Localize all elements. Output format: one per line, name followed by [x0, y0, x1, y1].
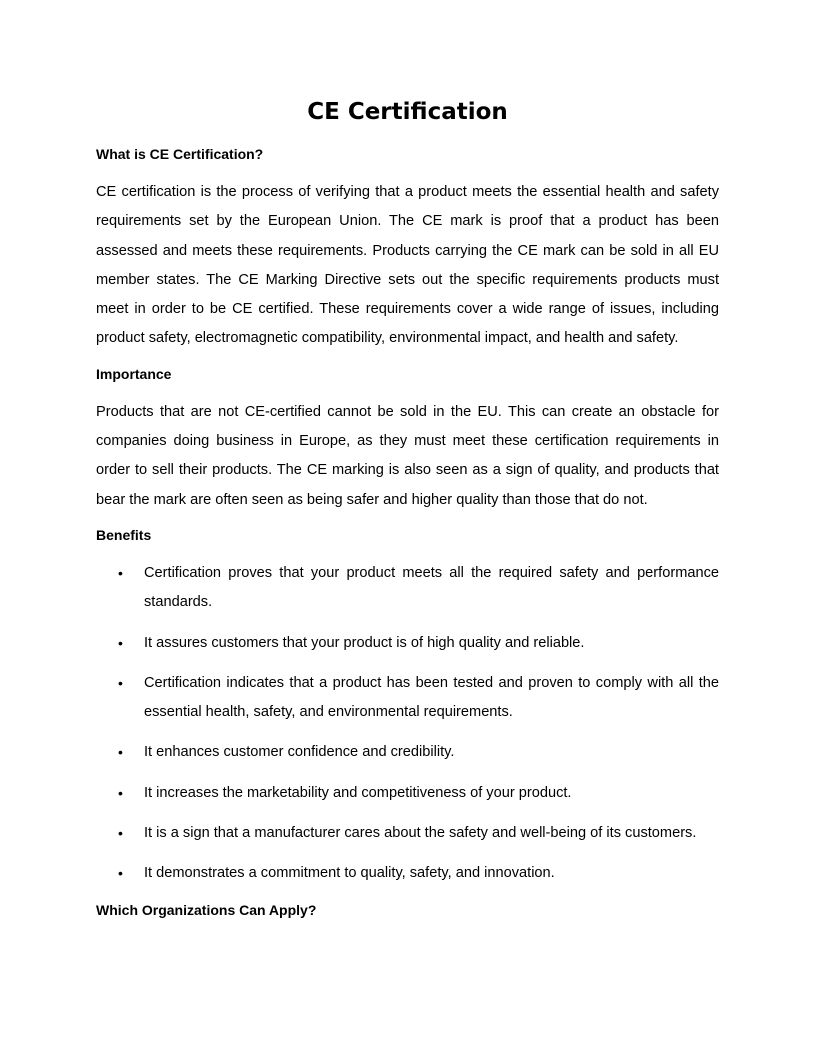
- list-item: [96, 629, 719, 658]
- bullet-icon: •: [118, 634, 123, 651]
- bullet-icon: •: [118, 744, 123, 761]
- section-heading-importance: Importance: [96, 365, 172, 382]
- section-heading-what-is: What is CE Certification?: [96, 146, 264, 162]
- document-title: CE Certification: [307, 99, 508, 125]
- list-item: [96, 738, 719, 767]
- benefits-list: [96, 559, 719, 889]
- list-item: [96, 559, 719, 618]
- list-item-text: It assures customers that your product is of high quality and reliable.: [144, 634, 585, 651]
- list-item: [96, 859, 719, 888]
- section-heading-organizations: Which Organizations Can Apply?: [96, 901, 317, 918]
- list-item-text: Certification proves that your product meets all the required safety and performance standards.: [144, 564, 719, 611]
- bullet-icon: •: [118, 564, 123, 581]
- list-item-text: It increases the marketability and competitiveness of your product.: [144, 784, 572, 801]
- list-item-text: Certification indicates that a product has been tested and proven to comply with all the essential health, safety, and environmental requirements.: [144, 674, 719, 721]
- document-page: [96, 94, 719, 934]
- bullet-icon: •: [118, 825, 123, 842]
- list-item-text: It enhances customer confidence and credibility.: [144, 744, 455, 761]
- bullet-icon: •: [118, 865, 123, 882]
- bullet-icon: •: [118, 674, 123, 691]
- list-item-text: It is a sign that a manufacturer cares about the safety and well-being of its customers.: [144, 825, 697, 842]
- list-item: [96, 819, 719, 848]
- paragraph-importance: Products that are not CE-certified cannot be sold in the EU. This can create an obstacle for companies doing business in Europe, as they must meet these certification requirements in order to sell their products. The CE marking is also seen as a sign of quality, and products that bear the mark are often seen as being safer and higher quality than those that do not.: [96, 403, 719, 508]
- list-item-text: It demonstrates a commitment to quality, safety, and innovation.: [144, 865, 555, 882]
- paragraph-what-is: CE certification is the process of verifying that a product meets the essential health and safety requirements set by the European Union. The CE mark is proof that a product has been assessed and meets these requirements. Products carrying the CE mark can be sold in all EU member states. The CE Marking Directive sets out the specific requirements products must meet in order to be CE certified. These requirements cover a wide range of issues, including product safety, electromagnetic compatibility, environmental impact, and health and safety.: [96, 184, 719, 347]
- bullet-icon: •: [118, 784, 123, 801]
- section-heading-benefits: Benefits: [96, 526, 152, 543]
- list-item: [96, 779, 719, 808]
- list-item: [96, 669, 719, 728]
